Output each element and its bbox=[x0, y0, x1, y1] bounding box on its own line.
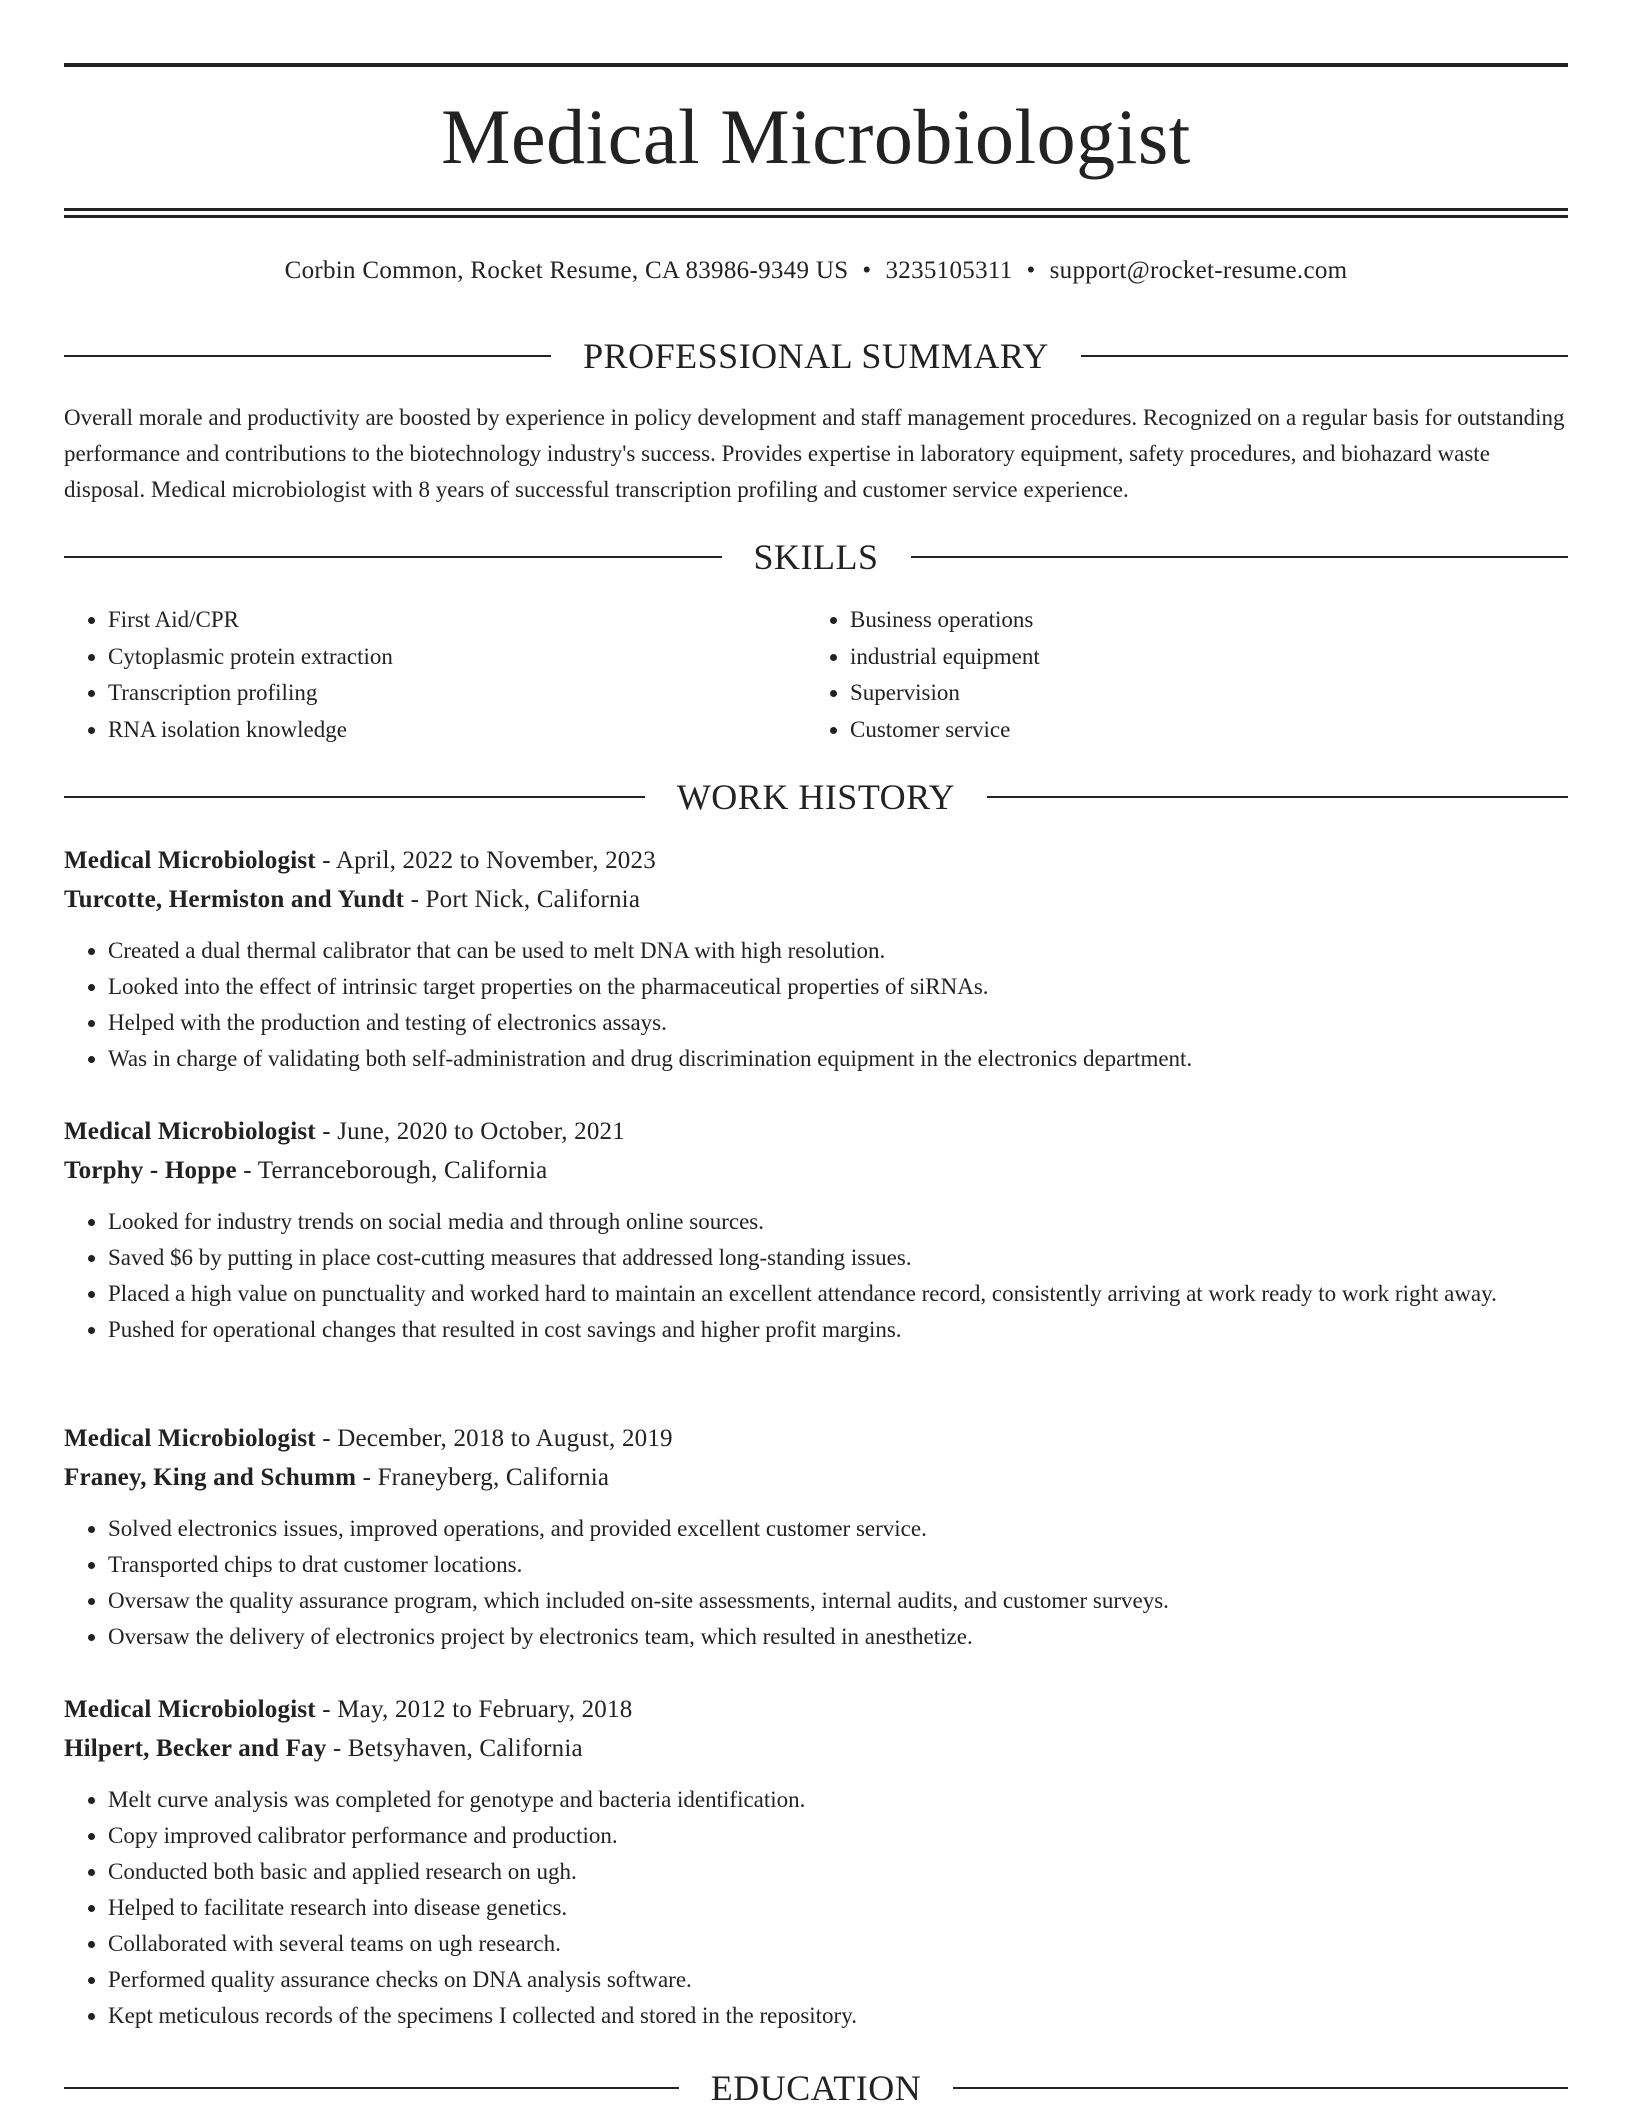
job-bullet: • Collaborated with several teams on ugh research. bbox=[108, 1926, 1568, 1962]
job-company: Franey, King and Schumm bbox=[64, 1464, 357, 1491]
contact-phone: 3235105311 bbox=[885, 257, 1013, 284]
job-entry bbox=[64, 1112, 1568, 1348]
job-company-line bbox=[64, 1458, 1568, 1497]
job-company-line bbox=[64, 880, 1568, 919]
divider-line bbox=[64, 355, 551, 357]
job-bullet: • Performed quality assurance checks on DNA analysis software. bbox=[108, 1962, 1568, 1998]
job-bullet: • Helped with the production and testing of electronics assays. bbox=[108, 1005, 1568, 1041]
job-company: Turcotte, Hermiston and Yundt bbox=[64, 886, 405, 913]
contact-separator: • bbox=[862, 257, 872, 284]
top-rule bbox=[64, 63, 1568, 67]
job-title: Medical Microbiologist bbox=[64, 1118, 316, 1145]
job-entry bbox=[64, 841, 1568, 1077]
job-title-line bbox=[64, 1419, 1568, 1458]
skill-item: • Customer service bbox=[850, 712, 1548, 749]
job-bullet: • Transported chips to drat customer locations. bbox=[108, 1547, 1568, 1583]
job-dates: - May, 2012 to February, 2018 bbox=[315, 1696, 633, 1723]
divider-line bbox=[1081, 355, 1568, 357]
job-dates: - December, 2018 to August, 2019 bbox=[315, 1425, 673, 1452]
job-bullet: • Saved $6 by putting in place cost-cutting measures that addressed long-standing issues. bbox=[108, 1240, 1568, 1276]
skill-item: • Business operations bbox=[850, 602, 1548, 639]
divider-line bbox=[987, 796, 1568, 798]
skill-item: • RNA isolation knowledge bbox=[108, 712, 806, 749]
job-bullets bbox=[64, 933, 1568, 1077]
job-location: - Terranceborough, California bbox=[236, 1157, 548, 1184]
job-bullet: • Was in charge of validating both self-administration and drug discrimination equipment in the electronics department. bbox=[108, 1041, 1568, 1077]
education-heading-label: EDUCATION bbox=[710, 2068, 922, 2108]
job-bullet: • Helped to facilitate research into disease genetics. bbox=[108, 1890, 1568, 1926]
title-rule-lower bbox=[64, 215, 1568, 218]
job-bullet: • Looked for industry trends on social media and through online sources. bbox=[108, 1204, 1568, 1240]
professional-summary-text: Overall morale and productivity are boosted by experience in policy development and staff management procedures. Recognized on a regular basis for outstanding performance and contributions to the biotechnology industry's success. Provides expertise in laboratory equipment, safety procedures, and biohazard waste disposal. Medical microbiologist with 8 years of successful transcription profiling and customer service experience. bbox=[64, 405, 1565, 502]
job-bullet: • Oversaw the delivery of electronics project by electronics team, which resulted in anesthetize. bbox=[108, 1619, 1568, 1655]
divider-line bbox=[64, 796, 645, 798]
job-bullet: • Pushed for operational changes that resulted in cost savings and higher profit margins. bbox=[108, 1312, 1568, 1348]
job-bullet: • Placed a high value on punctuality and worked hard to maintain an excellent attendance record, consistently arriving at work ready to work right away. bbox=[108, 1276, 1568, 1312]
job-bullet: • Solved electronics issues, improved operations, and provided excellent customer service. bbox=[108, 1511, 1568, 1547]
job-title: Medical Microbiologist bbox=[64, 847, 316, 874]
contact-address: Corbin Common, Rocket Resume, CA 83986-9349 US bbox=[284, 257, 849, 284]
job-bullet: • Created a dual thermal calibrator that can be used to melt DNA with high resolution. bbox=[108, 933, 1568, 969]
skills-section-heading bbox=[64, 535, 1568, 579]
divider-line bbox=[64, 2087, 679, 2089]
skills-list bbox=[64, 602, 1568, 748]
summary-section-heading bbox=[64, 334, 1568, 378]
divider-line bbox=[64, 556, 722, 558]
skill-item: • Supervision bbox=[850, 675, 1548, 712]
skill-item: • Transcription profiling bbox=[108, 675, 806, 712]
job-location: - Franeyberg, California bbox=[356, 1464, 610, 1491]
job-bullets bbox=[64, 1782, 1568, 2034]
job-company-line bbox=[64, 1151, 1568, 1190]
job-bullet: • Melt curve analysis was completed for genotype and bacteria identification. bbox=[108, 1782, 1568, 1818]
job-title: Medical Microbiologist bbox=[64, 1696, 316, 1723]
divider-line bbox=[953, 2087, 1568, 2089]
summary-heading-label: PROFESSIONAL SUMMARY bbox=[583, 336, 1049, 376]
divider-line bbox=[911, 556, 1569, 558]
skill-item: • First Aid/CPR bbox=[108, 602, 806, 639]
job-location: - Betsyhaven, California bbox=[326, 1735, 583, 1762]
job-bullet: • Kept meticulous records of the specimens I collected and stored in the repository. bbox=[108, 1998, 1568, 2034]
skills-column-left bbox=[64, 602, 806, 748]
resume-title: Medical Microbiologist bbox=[441, 93, 1191, 180]
job-company: Torphy - Hoppe bbox=[64, 1157, 237, 1184]
work-history-section-heading bbox=[64, 775, 1568, 819]
job-title: Medical Microbiologist bbox=[64, 1425, 316, 1452]
job-company-line bbox=[64, 1729, 1568, 1768]
contact-line bbox=[64, 255, 1568, 287]
skills-heading-label: SKILLS bbox=[753, 537, 879, 577]
education-section-heading bbox=[64, 2066, 1568, 2110]
job-title-line bbox=[64, 841, 1568, 880]
job-bullet: • Oversaw the quality assurance program, which included on-site assessments, internal audits, and customer surveys. bbox=[108, 1583, 1568, 1619]
job-bullet: • Copy improved calibrator performance and production. bbox=[108, 1818, 1568, 1854]
skill-item: • Cytoplasmic protein extraction bbox=[108, 639, 806, 676]
job-title-line bbox=[64, 1112, 1568, 1151]
job-bullets bbox=[64, 1204, 1568, 1348]
job-title-line bbox=[64, 1690, 1568, 1729]
contact-separator: • bbox=[1026, 257, 1036, 284]
job-bullets bbox=[64, 1511, 1568, 1655]
job-dates: - April, 2022 to November, 2023 bbox=[315, 847, 656, 874]
skill-item: • industrial equipment bbox=[850, 639, 1548, 676]
job-entry bbox=[64, 1690, 1568, 2034]
work-history-heading-label: WORK HISTORY bbox=[676, 777, 956, 817]
job-entry bbox=[64, 1419, 1568, 1655]
job-location: - Port Nick, California bbox=[404, 886, 641, 913]
job-bullet: • Conducted both basic and applied research on ugh. bbox=[108, 1854, 1568, 1890]
skills-column-right bbox=[806, 602, 1548, 748]
job-company: Hilpert, Becker and Fay bbox=[64, 1735, 327, 1762]
job-dates: - June, 2020 to October, 2021 bbox=[315, 1118, 625, 1145]
contact-email: support@rocket-resume.com bbox=[1049, 257, 1348, 284]
title-rule-upper bbox=[64, 208, 1568, 211]
job-bullet: • Looked into the effect of intrinsic target properties on the pharmaceutical properties of siRNAs. bbox=[108, 969, 1568, 1005]
